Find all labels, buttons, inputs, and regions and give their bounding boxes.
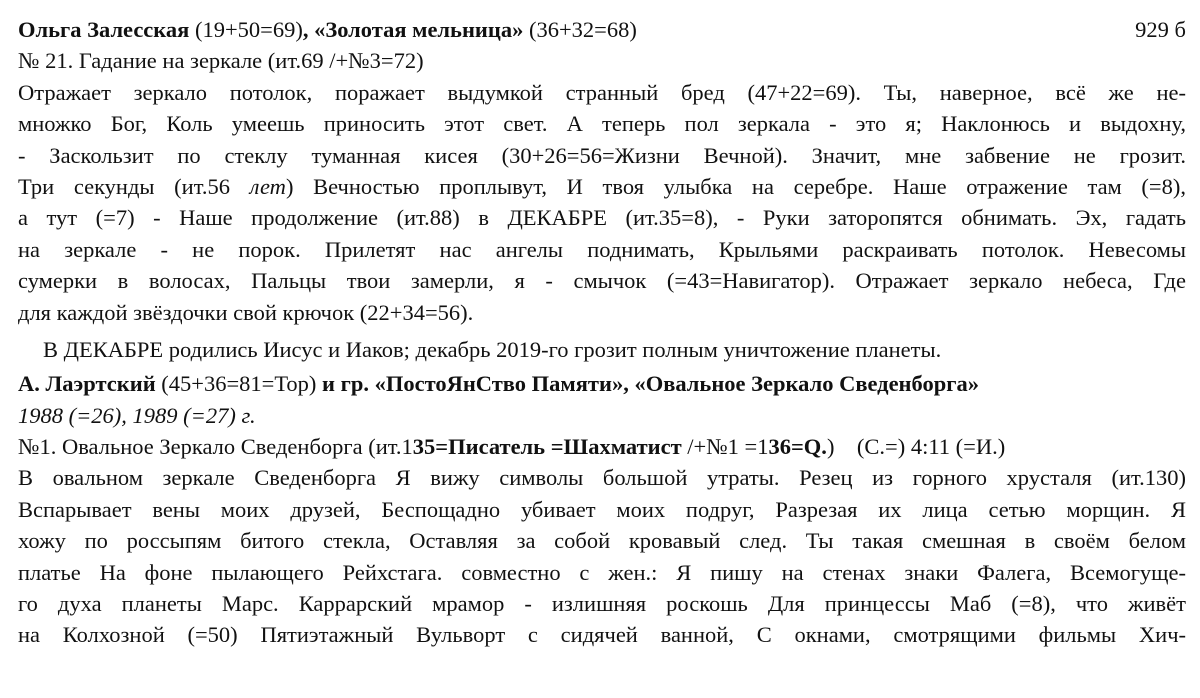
title-part: ) (С.=) 4:11 (=И.) bbox=[826, 434, 1006, 460]
section-2-years bbox=[18, 400, 1186, 431]
song-1-text bbox=[18, 462, 1186, 650]
text-line: го духа планеты Марс. Каррарский мрамор - излишняя роскошь Для принцессы Маб (=8), что живёт bbox=[18, 591, 1186, 617]
text-line: на Колхозной (=50) Пятиэтажный Вульворт с сидячей ванной, С окнами, смотрящими фильмы Хич- bbox=[18, 622, 1186, 648]
author-numbers: (19+50=69) bbox=[189, 17, 303, 42]
text-line: В овальном зеркале Сведенборга Я вижу символы большой утраты. Резец из горного хрусталя (ит.130) bbox=[18, 465, 1186, 491]
header-separator: , bbox=[302, 17, 315, 42]
text-line: множко Бог, Коль умеешь приносить этот свет. А теперь пол зеркала - это я; Наклонюсь и выдохну, bbox=[18, 111, 1186, 137]
text-line: платье На фоне пылающего Рейхстага. совместно с жен.: Я пишу на стенах знаки Фалега, Всемогуще- bbox=[18, 559, 1186, 585]
text-line: для каждой звёздочки свой крючок (22+34=56). bbox=[18, 299, 474, 325]
text-line: на зеркале - не порок. Прилетят нас ангелы поднимать, Крыльями раскраивать потолок. Невесомы bbox=[18, 236, 1186, 262]
section-2-heading bbox=[18, 368, 1186, 399]
title-part-bold: 36=Q. bbox=[768, 434, 827, 460]
author-name: Ольга Залесская bbox=[18, 17, 190, 42]
title-part: №1. Овальное Зеркало Сведенборга (ит.1 bbox=[18, 434, 413, 460]
text-line: - Заскользит по стеклу туманная кисея (30+26=56=Жизни Вечной). Значит, мне забвение не грозит. bbox=[18, 142, 1186, 168]
title-part: /+№1 =1 bbox=[681, 434, 769, 460]
document-page bbox=[18, 14, 1186, 651]
text-fragment: ) Вечностью проплывут, И твоя улыбка на серебре. Наше отражение там (=8), bbox=[285, 173, 1186, 199]
page-reference: 929 б bbox=[1135, 17, 1186, 42]
section-2-author-numbers: (45+36=81=Тор) bbox=[155, 371, 323, 397]
section-2-author: А. Лаэртский bbox=[18, 371, 156, 397]
note-paragraph: В ДЕКАБРЕ родились Иисус и Иаков; декабрь 2019-го грозит полным уничтожение планеты. bbox=[43, 336, 942, 362]
text-line: Вспарывает вены моих друзей, Беспощадно убивает моих подруг, Разрезая их лица сетью морщин. Я bbox=[18, 496, 1186, 522]
text-line: Отражает зеркало потолок, поражает выдумкой странный бред (47+22=69). Ты, наверное, всё же не- bbox=[18, 79, 1186, 105]
title-part-bold: 35=Писатель =Шахматист bbox=[412, 434, 682, 460]
years-text: 1988 (=26), 1989 (=27) г. bbox=[18, 402, 256, 428]
header-line bbox=[18, 14, 1186, 45]
text-line bbox=[18, 171, 1186, 202]
song-1-title bbox=[18, 431, 1186, 462]
song-21-text bbox=[18, 77, 1186, 328]
album-title: «Золотая мельница» bbox=[314, 17, 524, 42]
italic-word: лет bbox=[249, 173, 286, 199]
text-fragment: Три секунды (ит.56 bbox=[18, 173, 250, 199]
text-line: хожу по россыпям битого стекла, Оставляя за собой кровавый след. Ты такая смешная в своём белом bbox=[18, 528, 1186, 554]
text-line: а тут (=7) - Наше продолжение (ит.88) в ДЕКАБРЕ (ит.35=8), - Руки заторопятся обнимать. Эх, гадать bbox=[18, 205, 1186, 231]
song-21-title: № 21. Гадание на зеркале (ит.69 /+№3=72) bbox=[18, 48, 424, 74]
text-line: сумерки в волосах, Пальцы твои замерли, я - смычок (=43=Навигатор). Отражает зеркало небеса, Где bbox=[18, 268, 1186, 294]
album-numbers: (36+32=68) bbox=[523, 17, 637, 42]
section-2-group: и гр. «ПостоЯнСтво Памяти», «Овальное Зеркало Сведенборга» bbox=[322, 371, 979, 397]
